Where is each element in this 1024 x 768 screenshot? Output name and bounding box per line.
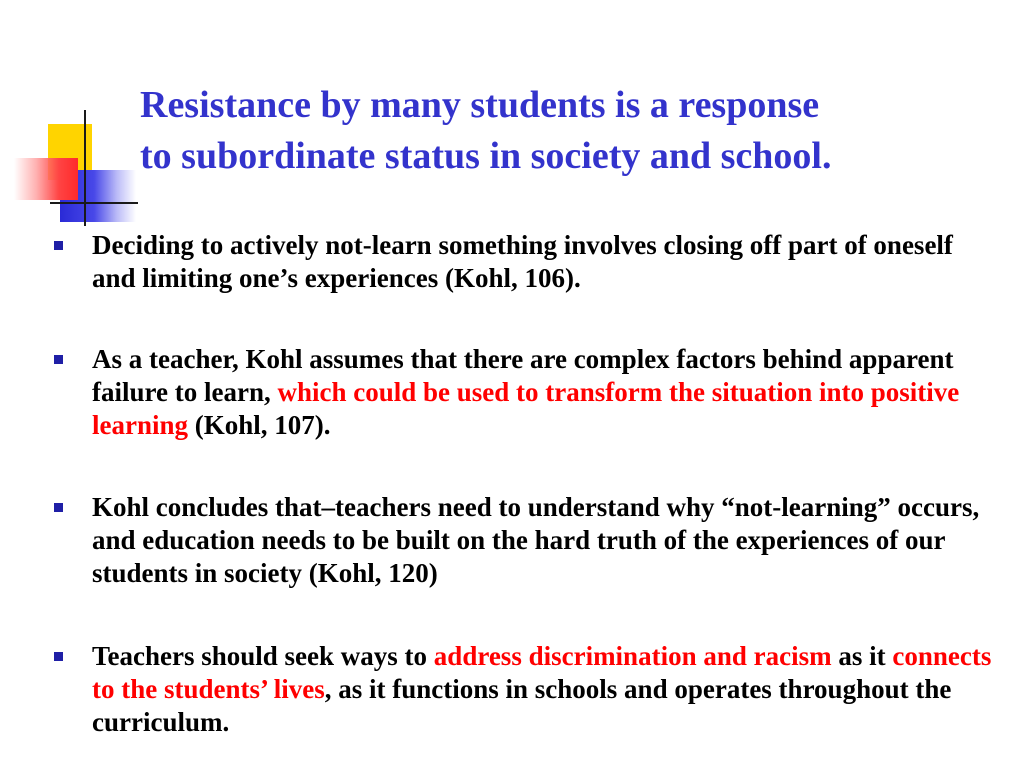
bullet-emphasis-text: connects to the students’ lives xyxy=(92,641,992,704)
bullet-square-icon xyxy=(54,241,63,250)
slide-title-line-2: to subordinate status in society and school. xyxy=(140,135,832,177)
bullet-item xyxy=(92,491,992,590)
bullet-item xyxy=(92,640,992,739)
bullet-emphasis-text: which could be used to transform the situation into positive learning xyxy=(92,377,960,440)
bullet-text: as it xyxy=(831,641,893,671)
bullet-item xyxy=(92,229,992,295)
bullet-square-icon xyxy=(54,652,63,661)
bullet-square-icon xyxy=(54,355,63,364)
bullet-square-icon xyxy=(54,503,63,512)
bullet-emphasis-text: address discrimination and racism xyxy=(433,641,832,671)
bullet-item xyxy=(92,343,992,442)
bullet-text: , as it functions in schools and operates throughout the curriculum. xyxy=(92,674,952,737)
bullet-text: Teachers should seek ways to xyxy=(92,641,434,671)
bullet-text: (Kohl, 107). xyxy=(188,410,331,440)
bullet-text: Kohl concludes that–teachers need to understand why “not-learning” occurs, and education needs to be built on the hard truth of the experiences of our students in society (Kohl, 120) xyxy=(92,492,980,588)
bullet-text: As a teacher, Kohl assumes that there are complex factors behind apparent failure to learn, xyxy=(92,344,954,407)
bullet-text: Deciding to actively not-learn something involves closing off part of oneself and limiting one’s experiences (Kohl, 106). xyxy=(92,230,953,293)
slide-title-line-1: Resistance by many students is a response xyxy=(140,84,820,126)
